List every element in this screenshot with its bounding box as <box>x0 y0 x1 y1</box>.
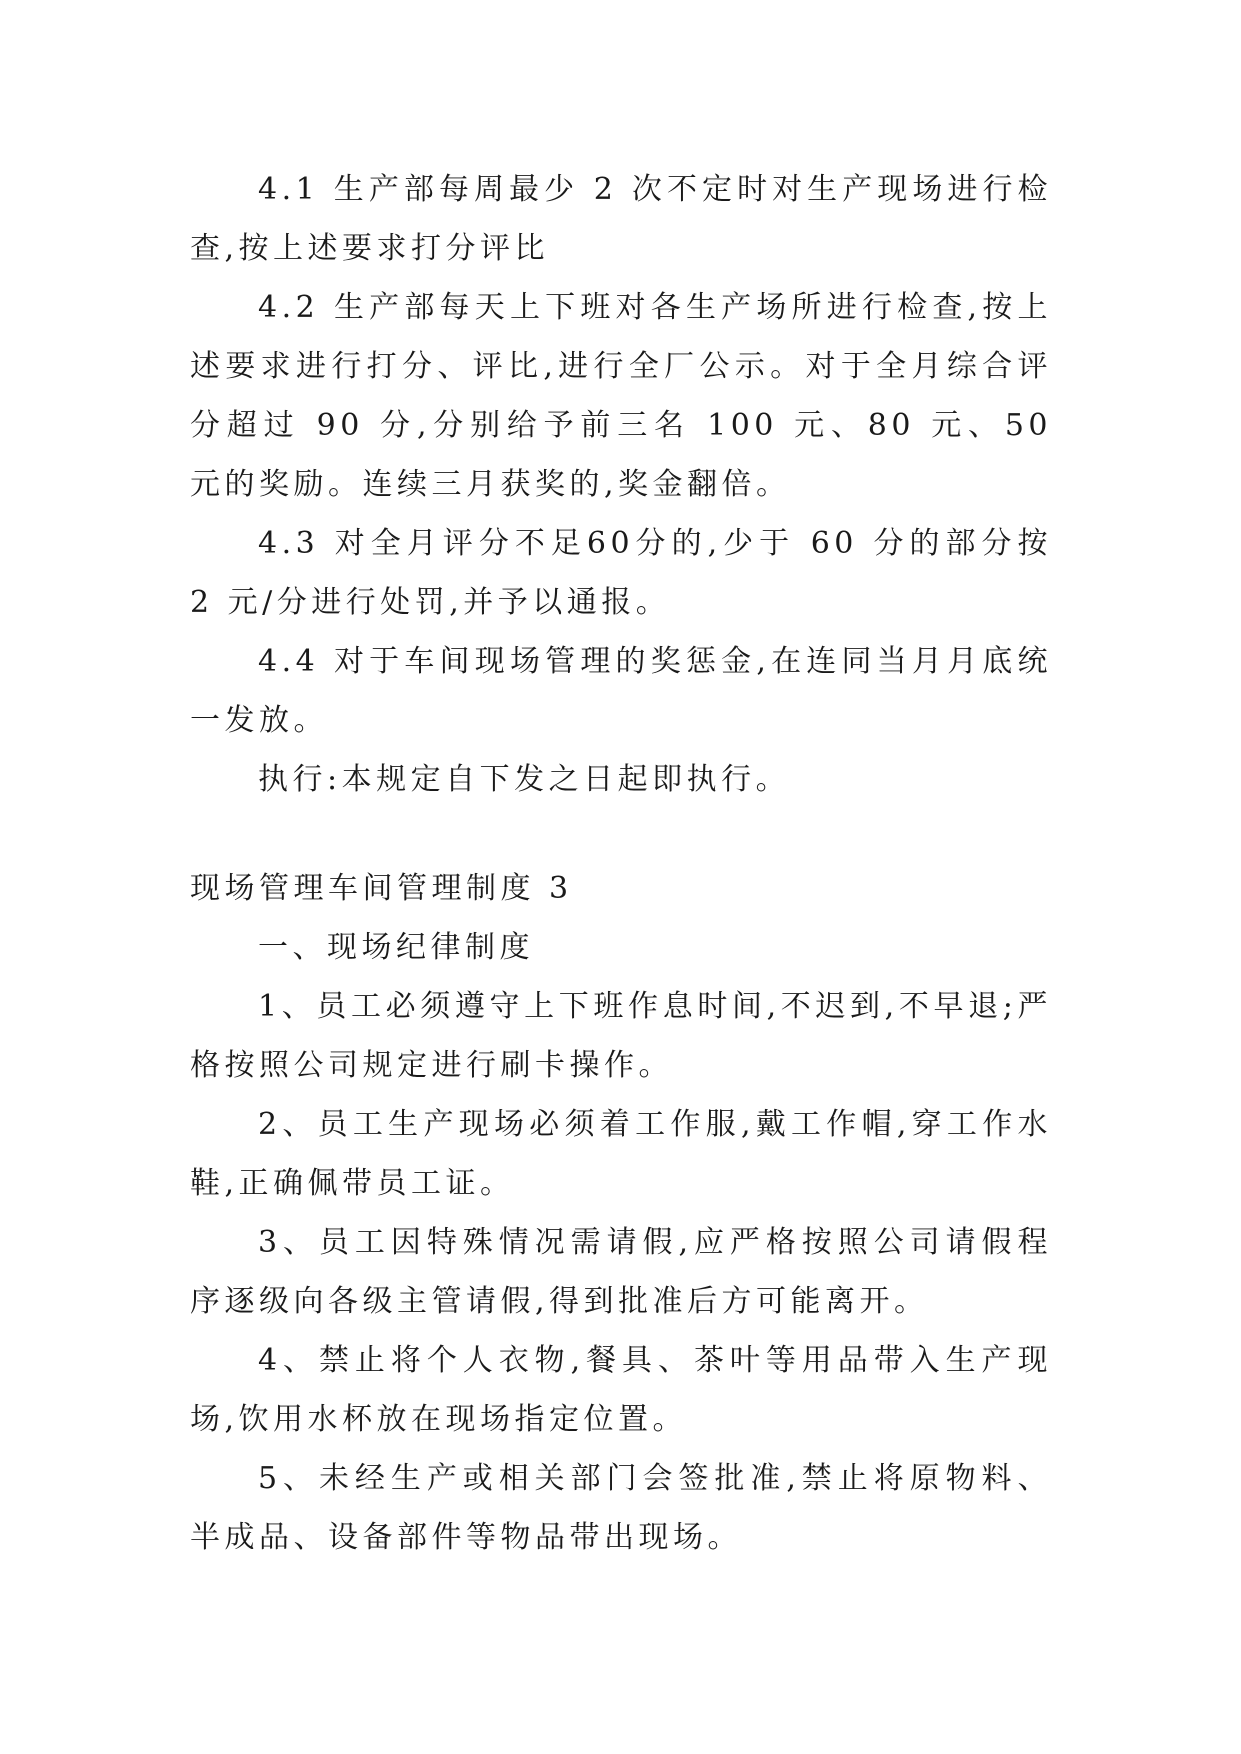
paragraph-4-1: 4.1 生产部每周最少 2 次不定时对生产现场进行检查,按上述要求打分评比 <box>190 172 1052 266</box>
rule-item-3: 3、员工因特殊情况需请假,应严格按照公司请假程序逐级向各级主管请假,得到批准后方可能离开。 <box>190 1225 1052 1319</box>
paragraph-4-2: 4.2 生产部每天上下班对各生产场所进行检查,按上述要求进行打分、评比,进行全厂公示。对于全月综合评分超过 90 分,分别给予前三名 100 元、80 元、50 元的奖励。连续三月获奖的,奖金翻倍。 <box>190 290 1052 502</box>
paragraph-execution: 执行:本规定自下发之日起即执行。 <box>258 762 791 797</box>
rule-item-1: 1、员工必须遵守上下班作息时间,不迟到,不早退;严格按照公司规定进行刷卡操作。 <box>190 989 1052 1083</box>
paragraph-4-3: 4.3 对全月评分不足60分的,少于 60 分的部分按 2 元/分进行处罚,并予以通报。 <box>190 526 1052 620</box>
section-title: 现场管理车间管理制度 3 <box>190 871 573 906</box>
rule-item-4: 4、禁止将个人衣物,餐具、茶叶等用品带入生产现场,饮用水杯放在现场指定位置。 <box>190 1343 1052 1437</box>
rule-item-2: 2、员工生产现场必须着工作服,戴工作帽,穿工作水鞋,正确佩带员工证。 <box>190 1107 1052 1201</box>
rule-item-5: 5、未经生产或相关部门会签批准,禁止将原物料、半成品、设备部件等物品带出现场。 <box>190 1461 1052 1555</box>
paragraph-4-4: 4.4 对于车间现场管理的奖惩金,在连同当月月底统一发放。 <box>190 644 1052 738</box>
subsection-heading: 一、现场纪律制度 <box>258 930 534 965</box>
document-page <box>190 160 1052 1567</box>
